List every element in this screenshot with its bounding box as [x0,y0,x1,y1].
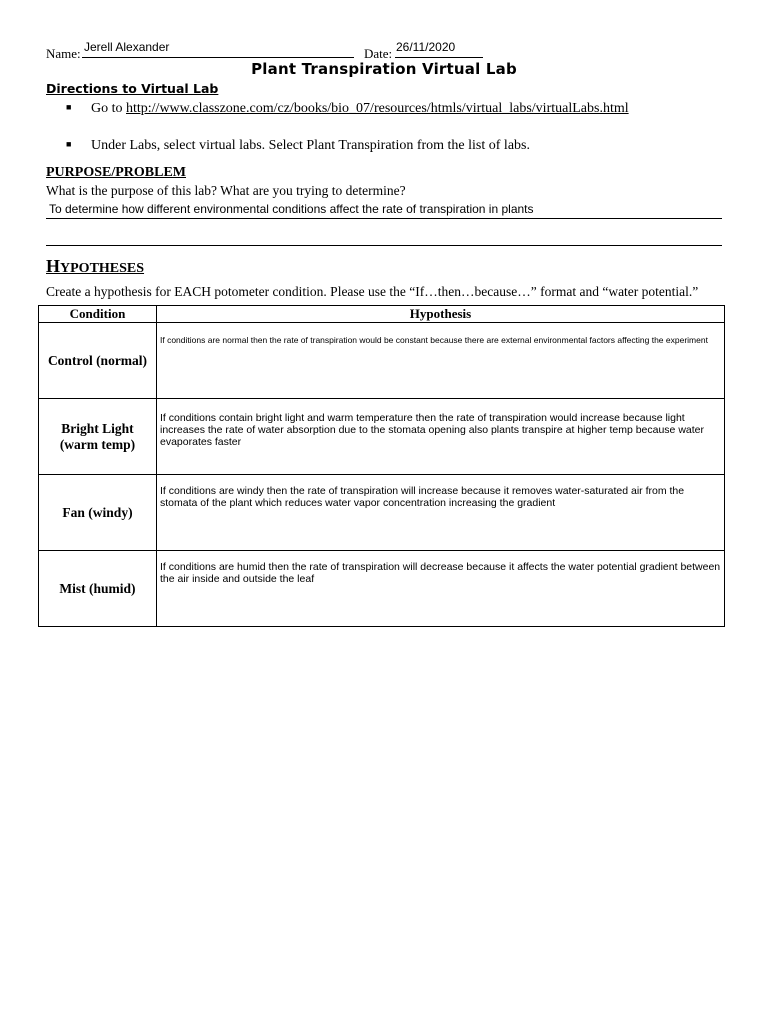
hypothesis-cell[interactable]: If conditions are humid then the rate of transpiration will decrease because it affects the water potential gradient between the air inside and outside the leaf [157,551,725,627]
hypotheses-table [38,305,725,627]
date-label: Date: [364,46,393,61]
condition-cell: Bright Light (warm temp) [39,399,157,475]
purpose-answer-field[interactable]: To determine how different environmental conditions affect the rate of transpiration in plants [46,202,722,219]
page-title: Plant Transpiration Virtual Lab [251,60,517,78]
table-row [39,323,725,399]
purpose-heading: PURPOSE/PROBLEM [46,165,187,180]
hypothesis-cell[interactable]: If conditions contain bright light and warm temperature then the rate of transpiration would increase because light increases the rate of water absorption due to the stomata opening also plants transpire at higher temp because water evaporates faster [157,399,725,475]
purpose-answer-line-2[interactable] [46,245,722,246]
column-header-condition: Condition [39,306,157,323]
name-line [82,57,354,58]
hypotheses-instructions: Create a hypothesis for EACH potometer condition. Please use the “If…then…because…” format and “water potential.” [46,284,699,299]
directions-item-1-prefix: Go to [91,101,126,116]
date-line [395,57,483,58]
hypotheses-heading-cap: H [46,256,61,276]
directions-item-2 [66,138,530,154]
table-row [39,551,725,627]
bullet-square-icon: ■ [66,102,72,112]
table-row [39,475,725,551]
directions-item-2-text: Under Labs, select virtual labs. Select Plant Transpiration from the list of labs. [91,138,530,153]
name-field[interactable]: Jerell Alexander [84,40,170,54]
column-header-hypothesis: Hypothesis [157,306,725,323]
directions-heading: Directions to Virtual Lab [46,81,219,96]
condition-cell: Mist (humid) [39,551,157,627]
condition-cell: Control (normal) [39,323,157,399]
table-header-row [39,306,725,323]
virtual-lab-link[interactable]: http://www.classzone.com/cz/books/bio_07/resources/htmls/virtual_labs/virtualLabs.html [126,101,629,116]
hypotheses-heading [46,256,144,277]
hypotheses-heading-rest: YPOTHESES [60,261,145,276]
hypothesis-cell[interactable]: If conditions are windy then the rate of transpiration will increase because it removes water-saturated air from the stomata of the plant which reduces water vapor concentration increasing the gradient [157,475,725,551]
name-label: Name: [46,46,81,61]
condition-cell: Fan (windy) [39,475,157,551]
table-row [39,399,725,475]
hypothesis-cell[interactable]: If conditions are normal then the rate of transpiration would be constant because there are external environmental factors affecting the experiment [157,323,725,399]
directions-item-1 [66,101,629,117]
date-field[interactable]: 26/11/2020 [396,40,456,54]
purpose-question: What is the purpose of this lab? What are you trying to determine? [46,183,406,198]
bullet-square-icon: ■ [66,139,72,149]
